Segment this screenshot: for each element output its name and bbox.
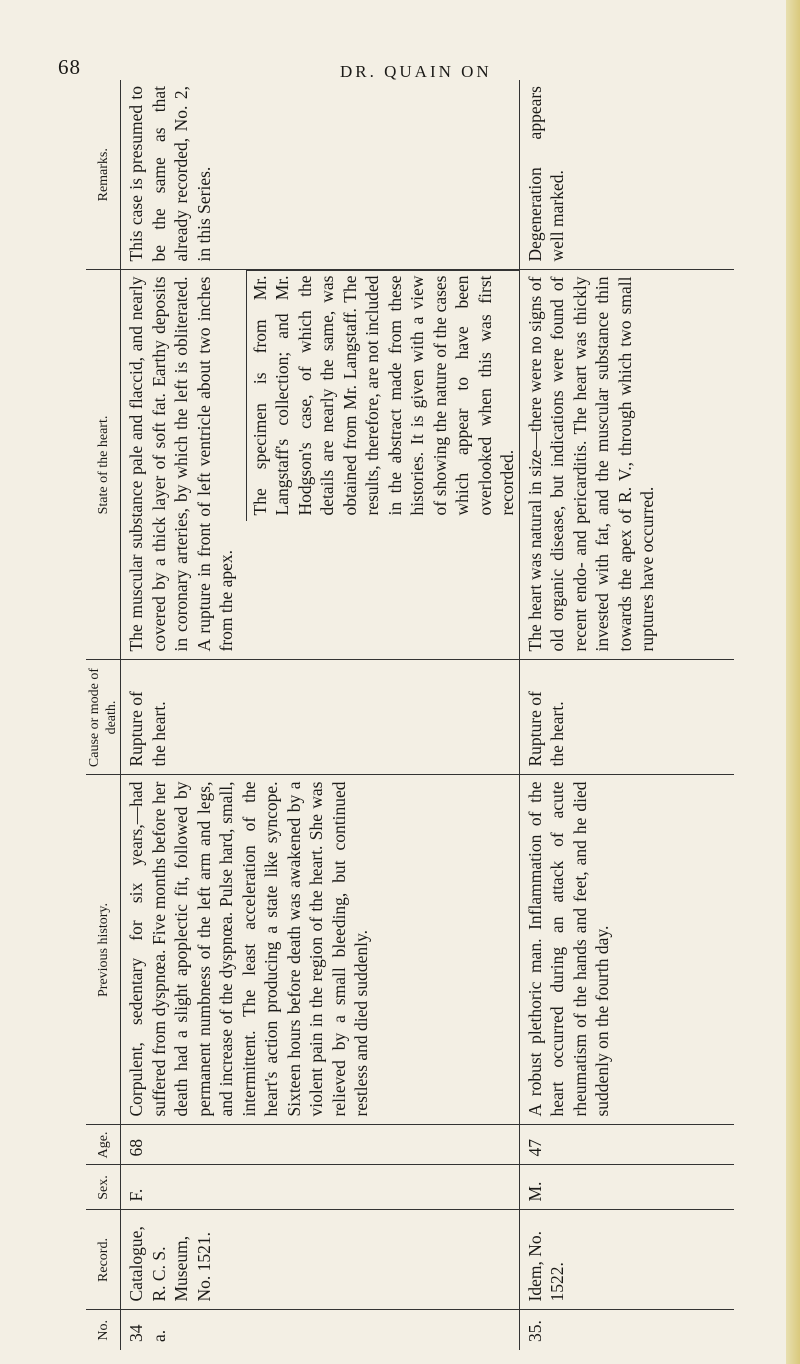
page-header bbox=[0, 0, 800, 80]
column-header-state: State of the heart. bbox=[86, 270, 121, 660]
column-header-record: Record. bbox=[86, 1210, 121, 1310]
cell-record: Catalogue, R. C. S. Museum, No. 1521. bbox=[121, 1210, 520, 1310]
page-number: 68 bbox=[58, 55, 81, 79]
cell-cause: Rupture of the heart. bbox=[121, 660, 520, 775]
cell-record: Idem, No. 1522. bbox=[519, 1210, 734, 1310]
table-row bbox=[121, 80, 520, 1350]
cell-sex: F. bbox=[121, 1165, 520, 1210]
cell-state: The heart was natural in size—there were no signs of old organic disease, but indications were found of recent endo- and pericarditis. The heart was thickly invested with fat, and the muscular substance thin towards the apex of R. V., through which two small ruptures have occurred. bbox=[519, 270, 734, 660]
cell-history: Corpulent, sedentary for six years,—had suffered from dyspnœa. Five months before her death had a slight apoplectic fit, followed by permanent numbness of the left arm and legs, and increase of the dyspnœa. Pulse hard, small, intermittent. The least acceleration of the heart's action producing a state like syncope. Sixteen hours before death was awakened by a violent pain in the region of the heart. She was relieved by a small bleeding, but continued restless and died suddenly. bbox=[121, 775, 520, 1125]
cell-age: 47 bbox=[519, 1125, 734, 1165]
column-header-sex: Sex. bbox=[86, 1165, 121, 1210]
cell-no: 35. bbox=[524, 1320, 545, 1342]
table-row bbox=[519, 80, 734, 1350]
cell-remarks: Degeneration appears well marked. bbox=[519, 80, 734, 270]
page-edge bbox=[786, 0, 800, 1364]
cell-age: 68 bbox=[121, 1125, 520, 1165]
cell-history: A robust plethoric man. Inflammation of the heart occurred during an attack of acute rheumatism of the hands and feet, and he died suddenly on the fourth day. bbox=[519, 775, 734, 1125]
cell-no: 34 a. bbox=[121, 1310, 520, 1350]
cell-cause: Rupture of the heart. bbox=[519, 660, 734, 775]
cell-remarks: This case is presumed to be the same as that already recorded, No. 2, in this Series. bbox=[121, 80, 520, 270]
cell-state bbox=[121, 270, 520, 660]
cell-sex: M. bbox=[519, 1165, 734, 1210]
column-header-history: Previous history. bbox=[86, 775, 121, 1125]
table-header-row bbox=[86, 80, 121, 1350]
case-table bbox=[86, 80, 734, 1350]
running-title: DR. QUAIN ON bbox=[340, 62, 492, 81]
column-header-no: No. bbox=[86, 1310, 121, 1350]
column-header-age: Age. bbox=[86, 1125, 121, 1165]
column-header-cause: Cause or mode of death. bbox=[86, 660, 121, 775]
column-header-remarks: Remarks. bbox=[86, 80, 121, 270]
state-note: The specimen is from Mr. Langstaff's collection; and Mr. Hodgson's case, of which the details are nearly the same, was obtained from Mr. Langstaff. The results, therefore, are not included in the abstract made from these histories. It is given with a view of showing the nature of the cases which appear to have been overlooked when this was first recorded. bbox=[246, 271, 519, 522]
state-text: The muscular substance pale and flaccid, and nearly covered by a thick layer of soft fat. Earthy deposits in coronary arteries, by which the left is obliterated. A rupture in front of left ventricle about two inches from the apex. bbox=[126, 276, 236, 652]
case-table-rotated bbox=[86, 80, 676, 1350]
